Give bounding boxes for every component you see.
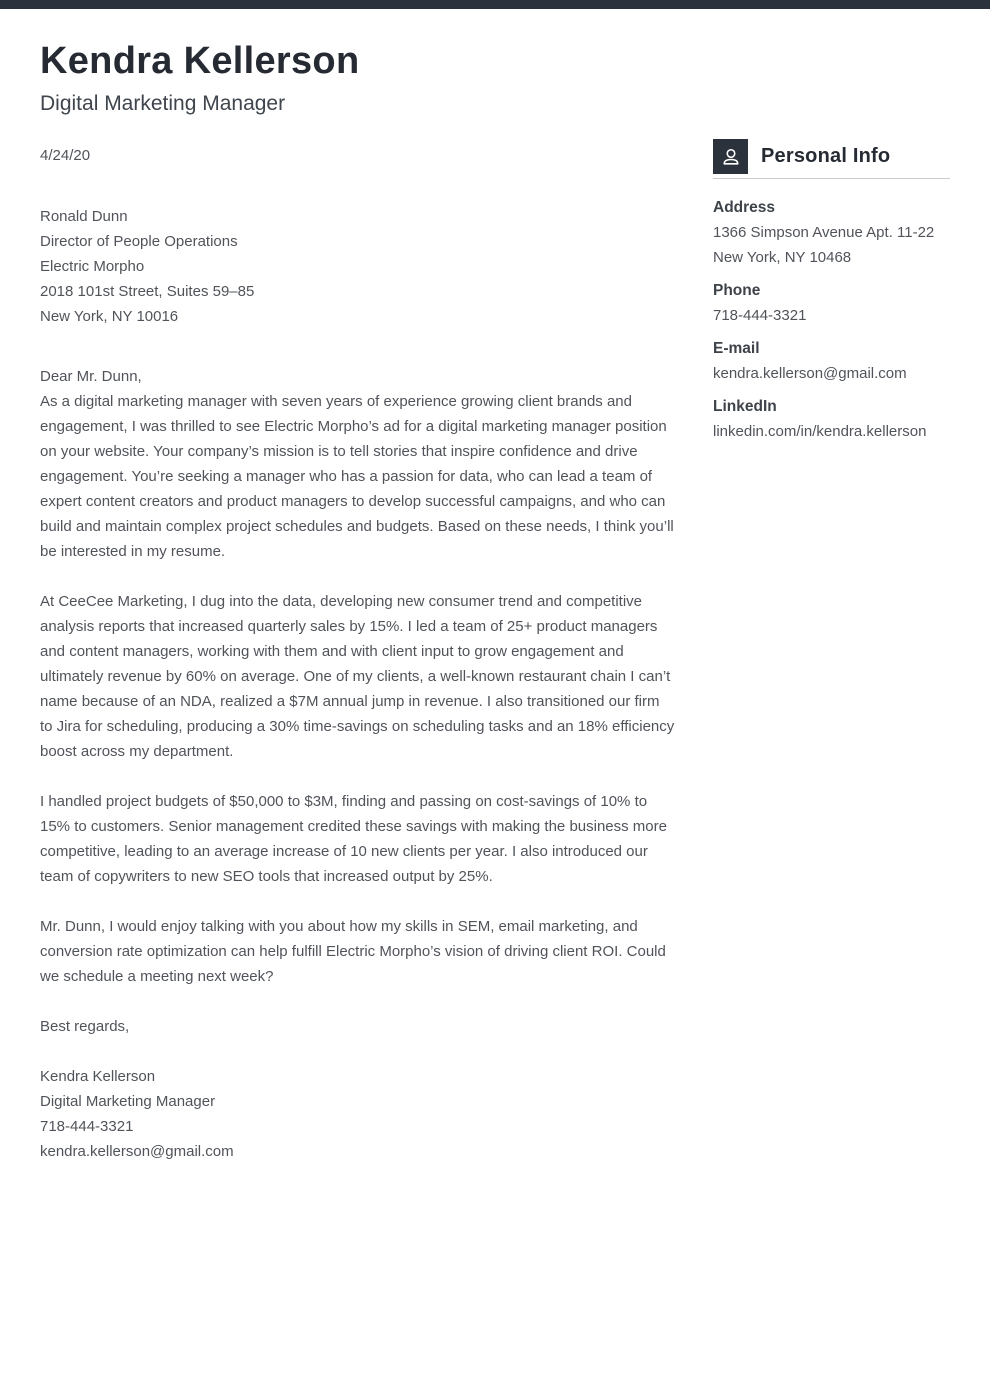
signature-block	[40, 1064, 676, 1164]
sidebar-divider	[713, 178, 950, 179]
field-value: kendra.kellerson@gmail.com	[713, 365, 907, 382]
letter-date: 4/24/20	[40, 147, 91, 164]
field-value: 718-444-3321	[713, 307, 807, 324]
sidebar-heading: Personal Info	[761, 145, 891, 167]
cover-letter-page	[0, 40, 990, 1164]
person-icon	[713, 139, 748, 174]
field-value: linkedin.com/in/kendra.kellerson	[713, 423, 927, 440]
signature-name: Kendra Kellerson	[40, 1068, 156, 1085]
letter-paragraph-4: Mr. Dunn, I would enjoy talking with you about how my skills in SEM, email marketing, and conversion rate optimization can help fulfill Electric Morpho’s vision of driving client ROI. Could we schedule a meeting next week?	[40, 918, 666, 985]
content-columns	[40, 143, 950, 1164]
sidebar-field-phone	[713, 278, 950, 328]
field-label: Phone	[713, 282, 761, 299]
field-value: New York, NY 10468	[713, 249, 852, 266]
field-label: E-mail	[713, 340, 760, 357]
recipient-line: Director of People Operations	[40, 233, 238, 250]
sidebar-heading-row	[713, 139, 950, 174]
recipient-line: New York, NY 10016	[40, 308, 179, 325]
field-label: LinkedIn	[713, 398, 777, 415]
signature-title: Digital Marketing Manager	[40, 1093, 216, 1110]
recipient-line: Electric Morpho	[40, 258, 145, 275]
top-accent-bar	[0, 0, 990, 9]
signature-email: kendra.kellerson@gmail.com	[40, 1143, 234, 1160]
signature-phone: 718-444-3321	[40, 1118, 134, 1135]
closing: Best regards,	[40, 1018, 130, 1035]
sidebar-field-address	[713, 195, 950, 270]
page-subtitle: Digital Marketing Manager	[40, 92, 286, 115]
salutation: Dear Mr. Dunn,	[40, 368, 142, 385]
recipient-line: Ronald Dunn	[40, 208, 128, 225]
recipient-block	[40, 204, 676, 329]
field-value: 1366 Simpson Avenue Apt. 11-22	[713, 224, 935, 241]
sidebar-field-linkedin	[713, 394, 950, 444]
letter-body	[40, 143, 676, 1164]
page-title: Kendra Kellerson	[40, 40, 360, 82]
field-label: Address	[713, 199, 776, 216]
letter-paragraph-3: I handled project budgets of $50,000 to $3M, finding and passing on cost-savings of 10% to 15% to customers. Senior management credited these savings with making the business more competitive, leading to an average increase of 10 new clients per year. I also introduced our team of copywriters to new SEO tools that increased output by 25%.	[40, 793, 667, 885]
letter-paragraph-1: As a digital marketing manager with seven years of experience growing client brands and engagement, I was thrilled to see Electric Morpho’s ad for a digital marketing manager position on your website. Your company’s mission is to tell stories that inspire confidence and drive engagement. You’re seeking a manager who has a passion for data, who can lead a team of expert content creators and product managers to develop successful campaigns, and who can build and maintain complex project schedules and budgets. Based on these needs, I think you’ll be interested in my resume.	[40, 393, 674, 560]
letter-paragraph-2: At CeeCee Marketing, I dug into the data, developing new consumer trend and competitive analysis reports that increased quarterly sales by 15%. I led a team of 25+ product managers and content managers, working with them and with client input to grow engagement and ultimately revenue by 60% on average. One of my clients, a well-known restaurant chain I can’t name because of an NDA, realized a $7M annual jump in revenue. I also transitioned our firm to Jira for scheduling, producing a 30% time-savings on scheduling tasks and an 18% efficiency boost across my department.	[40, 593, 675, 760]
personal-info-sidebar	[713, 139, 950, 1164]
sidebar-field-email	[713, 336, 950, 386]
recipient-line: 2018 101st Street, Suites 59–85	[40, 283, 255, 300]
